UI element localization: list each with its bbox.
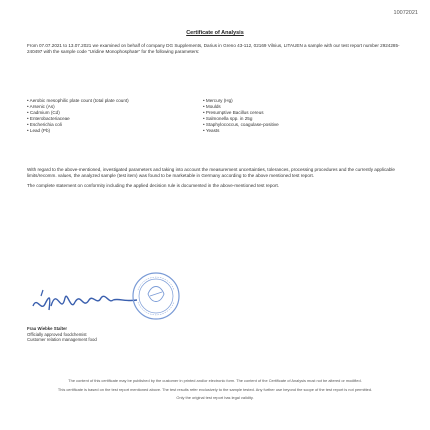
parameter-item: • Escherichia coli [27, 122, 151, 128]
signatory-block [27, 326, 247, 343]
footer-note: Only the original test report has legal validity. [176, 395, 254, 401]
intro-paragraph: From 07.07.2021 to 13.07.2021 we examined on behalf of company DG Supplements, Darius in Greno 43-112, 02169 Vilnius, LITAUEN a sample with our test report number 2924285-240497 with the sample code "Uridine Monophosphate" for the following parameters: [27, 43, 400, 54]
parameter-item: • Cadmium (Cd) [27, 110, 151, 116]
parameter-list-left [27, 98, 151, 134]
parameter-item: • Lead (Pb) [27, 128, 151, 134]
conclusion-paragraph: With regard to the above-mentioned, investigated parameters and taking into account the measurement uncertainties, tolerances, processing procedures and the currently applicable limits/recomm. values, the analyzed sample (test item) was found to be marketable in Germany according to the above mentioned test report. [27, 167, 395, 178]
parameter-item: • Mercury (Hg) [203, 98, 353, 104]
footer-note: This certificate is based on the test report mentioned above. The test results refer exclusively to the sample tested. Any further use beyond the scope of the test report is not permitted. [57, 386, 373, 392]
handwritten-signature [27, 276, 147, 324]
signer-name: Frau Wiebke Stalter [27, 326, 68, 331]
parameter-item: • Yeasts [203, 128, 353, 134]
certificate-title: Certificate of Analysis [186, 30, 244, 36]
footer-notes [27, 378, 403, 404]
footer-note: The content of this certificate may be published by the customer in printed and/or electronic form. The content of the Certificate of Analysis must not be altered or modified. [68, 378, 362, 383]
parameter-item: • Salmonella spp. in 25g [203, 116, 353, 122]
parameter-item: • Staphylococcus, coagulase-positive [203, 122, 353, 128]
parameter-lists [27, 98, 403, 134]
signer-department: Customer relation management food [27, 337, 97, 343]
conformity-statement: The complete statement on conformity including the applied decision rule is documented in the above-mentioned test report. [27, 183, 280, 188]
conclusion-section [27, 167, 403, 193]
parameter-item: • Aerobic mesophilic plate count (total plate count) [27, 98, 151, 104]
parameter-item: • Presumptive Bacillus cereus [203, 110, 353, 116]
parameter-item: • Arsenic (As) [27, 104, 151, 110]
official-stamp [130, 270, 182, 322]
parameter-item: • Enterobacteriaceae [27, 116, 151, 122]
parameter-item: • Moulds [203, 104, 353, 110]
document-number: 10072021 [393, 10, 418, 16]
signer-title: Officially approved foodchemist [27, 331, 87, 337]
parameter-list-right [203, 98, 353, 134]
